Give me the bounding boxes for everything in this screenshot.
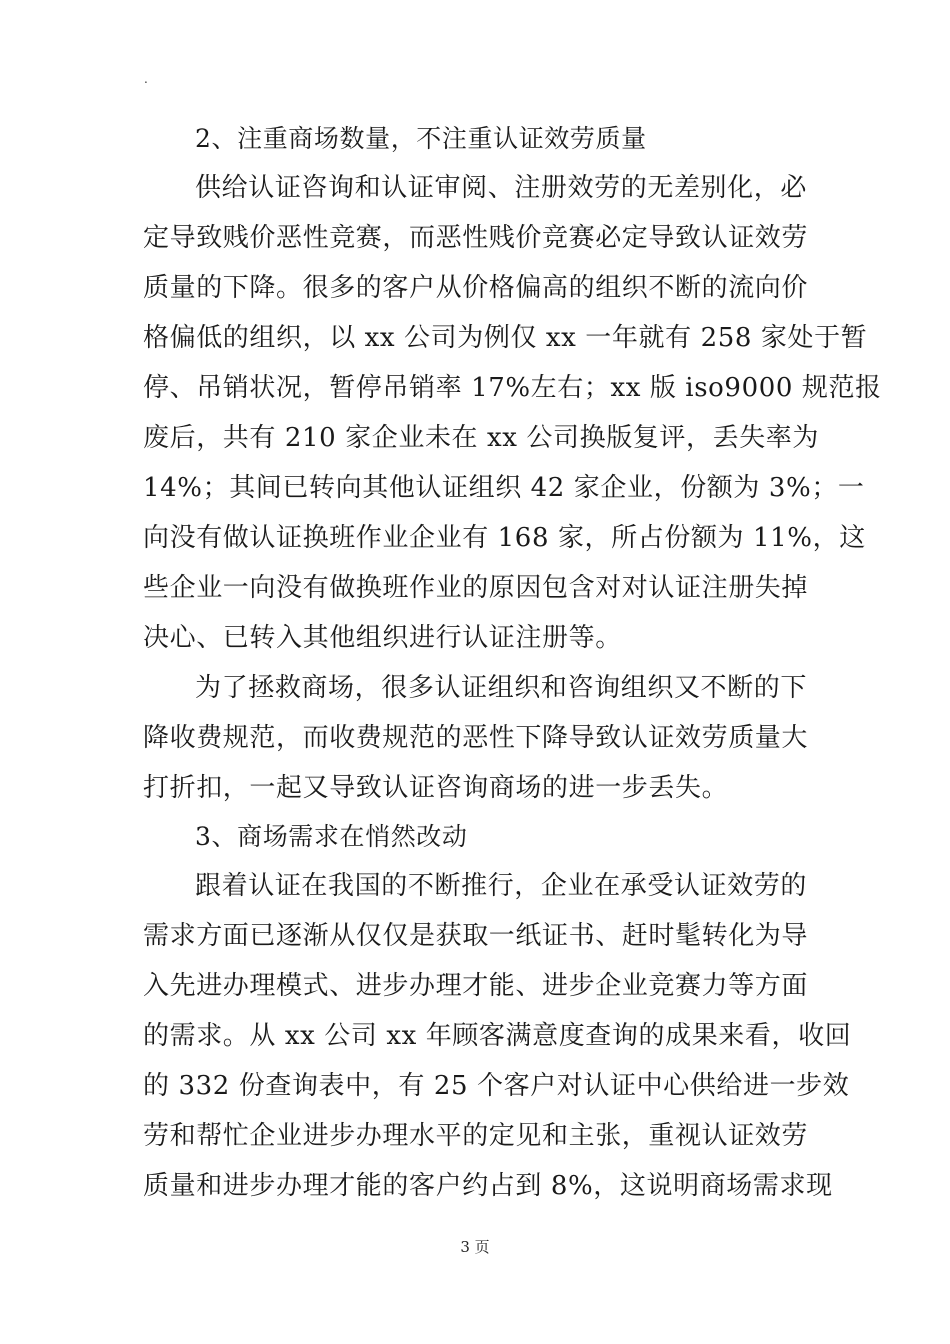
paragraph-line: 向没有做认证换班作业企业有 168 家，所占份额为 11%，这 [143, 523, 866, 553]
paragraph-line: 为了拯救商场，很多认证组织和咨询组织又不断的下 [195, 673, 807, 703]
section-heading-3: 3、商场需求在悄然改动 [195, 822, 468, 851]
page-number: 3 页 [460, 1238, 490, 1256]
paragraph-1 [143, 163, 882, 663]
page-marker: . [144, 72, 148, 86]
paragraph-line: 质量的下降。很多的客户从价格偏高的组织不断的流向价 [143, 273, 809, 303]
paragraph-line: 供给认证咨询和认证审阅、注册效劳的无差别化，必 [195, 173, 807, 203]
paragraph-line: 打折扣，一起又导致认证咨询商场的进一步丢失。 [143, 773, 729, 803]
paragraph-line: 废后，共有 210 家企业未在 xx 公司换版复评，丢失率为 [143, 423, 820, 453]
paragraph-line: 14%；其间已转向其他认证组织 42 家企业，份额为 3%；一 [143, 473, 865, 503]
paragraph-line: 入先进办理模式、进步办理才能、进步企业竞赛力等方面 [143, 971, 809, 1001]
paragraph-line: 停、吊销状况，暂停吊销率 17%左右；xx 版 iso9000 规范报 [143, 373, 882, 403]
paragraph-line: 降收费规范，而收费规范的恶性下降导致认证效劳质量大 [143, 723, 809, 753]
document-body [143, 115, 882, 1211]
paragraph-3 [143, 861, 852, 1211]
paragraph-line: 定导致贱价恶性竞赛，而恶性贱价竞赛必定导致认证效劳 [143, 223, 809, 253]
section-heading-2: 2、注重商场数量，不注重认证效劳质量 [195, 124, 647, 153]
paragraph-line: 的 332 份查询表中，有 25 个客户对认证中心供给进一步效 [143, 1071, 850, 1101]
paragraph-line: 劳和帮忙企业进步办理水平的定见和主张，重视认证效劳 [143, 1121, 809, 1151]
paragraph-line: 质量和进步办理才能的客户约占到 8%，这说明商场需求现 [143, 1171, 833, 1201]
paragraph-2 [143, 663, 807, 813]
paragraph-line: 需求方面已逐渐从仅仅是获取一纸证书、赶时髦转化为导 [143, 921, 809, 951]
paragraph-line: 的需求。从 xx 公司 xx 年顾客满意度查询的成果来看，收回 [143, 1021, 852, 1051]
paragraph-line: 跟着认证在我国的不断推行，企业在承受认证效劳的 [195, 871, 807, 901]
paragraph-line: 些企业一向没有做换班作业的原因包含对对认证注册失掉 [143, 573, 809, 603]
paragraph-line: 决心、已转入其他组织进行认证注册等。 [143, 623, 622, 653]
paragraph-line: 格偏低的组织，以 xx 公司为例仅 xx 一年就有 258 家处于暂 [143, 323, 868, 353]
